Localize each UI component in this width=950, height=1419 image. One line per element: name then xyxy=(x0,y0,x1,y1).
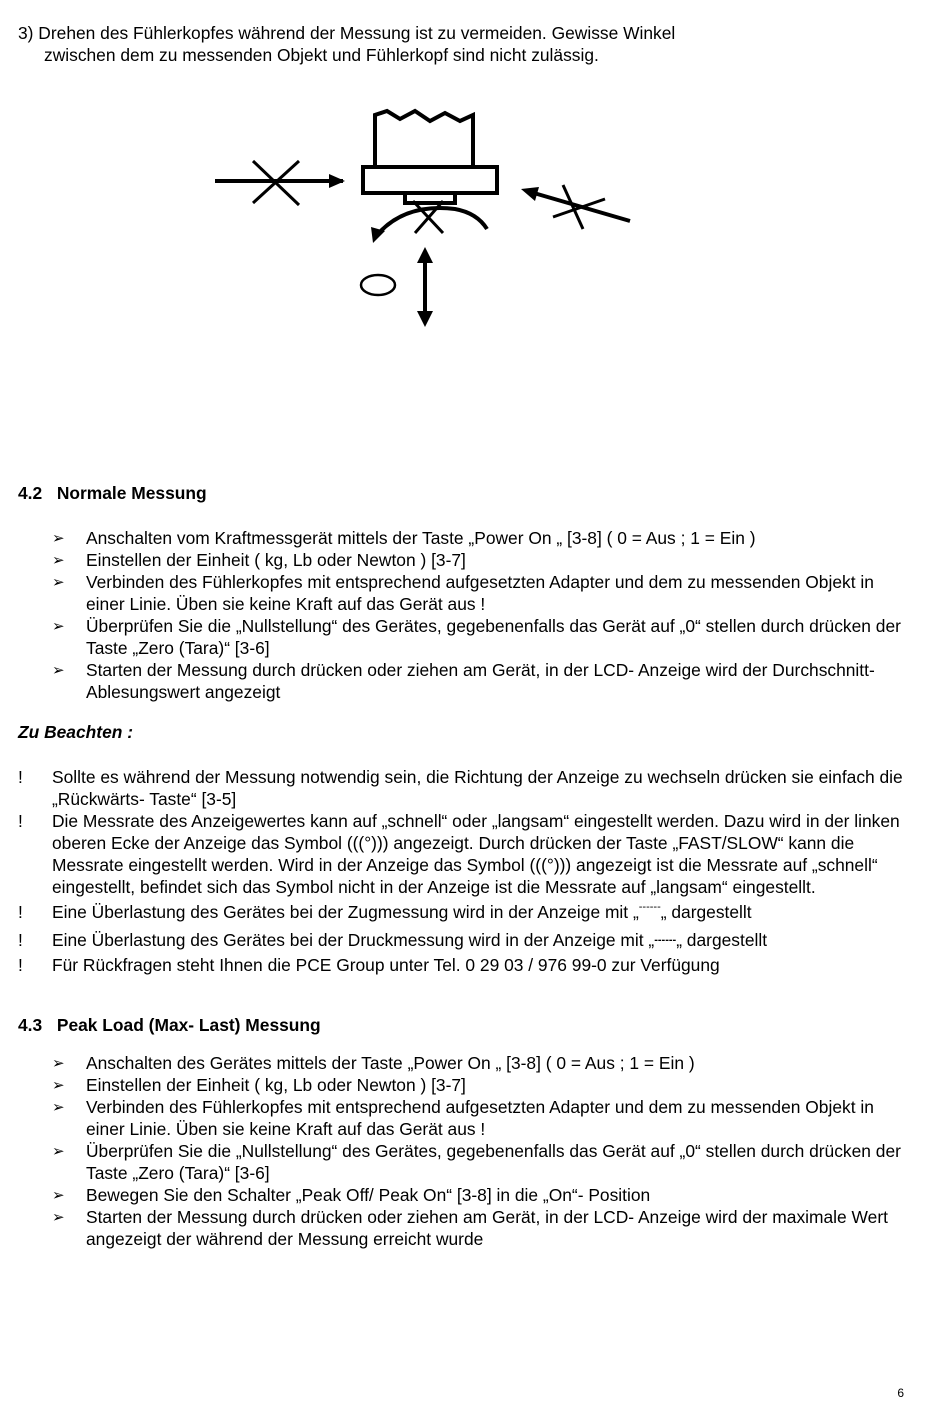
arrow-bullet-icon: ➢ xyxy=(52,1142,65,1160)
list-item: ➢ Starten der Messung durch drücken oder ziehen am Gerät, in der LCD- Anzeige wird der maximale Wert angezeigt der während der Messung erreicht wurde xyxy=(52,1207,888,1249)
overload-pull-symbol: ------ xyxy=(638,901,661,913)
list-item: ➢ Anschalten vom Kraftmessgerät mittels der Taste „Power On „ [3-8] ( 0 = Aus ; 1 = Ein ) xyxy=(52,528,756,548)
overload-push-symbol: ------ xyxy=(654,934,677,946)
list-item: ➢ Bewegen Sie den Schalter „Peak Off/ Peak On“ [3-8] in die „On“- Position xyxy=(52,1185,651,1205)
arrow-bullet-icon: ➢ xyxy=(52,617,65,635)
left-arrow-crossed-icon xyxy=(215,161,345,205)
note-item: ! Eine Überlastung des Gerätes bei der Zugmessung wird in der Anzeige mit „------„ dargestellt xyxy=(18,901,752,922)
section-number: 4.2 xyxy=(18,483,43,503)
note-item: ! Eine Überlastung des Gerätes bei der Druckmessung wird in der Anzeige mit „------„ dargestellt xyxy=(18,930,768,950)
list-item: ➢ Überprüfen Sie die „Nullstellung“ des Gerätes, gegebenenfalls das Gerät auf „0“ stellen durch drücken der Taste „Zero (Tara)“ [3-6] xyxy=(52,1141,901,1183)
arrow-bullet-icon: ➢ xyxy=(52,1208,65,1226)
arrow-bullet-icon: ➢ xyxy=(52,1186,65,1204)
section-4-2-steps xyxy=(52,527,912,703)
arrow-bullet-icon: ➢ xyxy=(52,1054,65,1072)
list-item: ➢ Verbinden des Fühlerkopfes mit entsprechend aufgesetzten Adapter und dem zu messenden Objekt in einer Linie. Üben sie keine Kraft auf das Gerät aus ! xyxy=(52,572,874,614)
section-4-2-heading xyxy=(18,483,207,504)
notes-list xyxy=(18,766,908,976)
arrow-bullet-icon: ➢ xyxy=(52,529,65,547)
section-4-3-heading xyxy=(18,1015,321,1036)
note-item: ! Die Messrate des Anzeigewertes kann auf „schnell“ oder „langsam“ eingestellt werden. Dazu wird in der linken oberen Ecke der Anzeige das Symbol (((°))) angezeigt. Durch drücken der Taste „FAST/SLOW“ kann die Messrate eingestellt werden. Wird in der Anzeige das Symbol (((°))) angezeigt ist die Messrate auf „schnell“ eingestellt, befindet sich das Symbol nicht in der Anzeige ist die Messrate auf „langsam“ eingestellt. xyxy=(18,811,900,897)
right-arrow-crossed-icon xyxy=(521,185,630,229)
exclamation-mark: ! xyxy=(18,811,23,831)
notes-title: Zu Beachten : xyxy=(18,722,133,742)
list-item: ➢ Verbinden des Fühlerkopfes mit entsprechend aufgesetzten Adapter und dem zu messenden Objekt in einer Linie. Üben sie keine Kraft auf das Gerät aus ! xyxy=(52,1097,874,1139)
probe-angle-diagram xyxy=(205,105,645,345)
list-item: ➢ Einstellen der Einheit ( kg, Lb oder Newton ) [3-7] xyxy=(52,550,466,570)
note-item: ! Sollte es während der Messung notwendig sein, die Richtung der Anzeige zu wechseln drücken sie einfach die „Rückwärts- Taste“ [3-5] xyxy=(18,767,903,809)
rotation-arrow-crossed-icon xyxy=(371,201,487,243)
exclamation-mark: ! xyxy=(18,955,23,975)
exclamation-mark: ! xyxy=(18,767,23,787)
probe-head-drawing xyxy=(363,111,497,203)
page-number: 6 xyxy=(897,1386,904,1400)
arrow-bullet-icon: ➢ xyxy=(52,1076,65,1094)
exclamation-mark: ! xyxy=(18,930,23,950)
exclamation-mark: ! xyxy=(18,902,23,922)
section-title: Peak Load (Max- Last) Messung xyxy=(56,1015,321,1035)
intro-line-1: 3) Drehen des Fühlerkopfes während der Messung ist zu vermeiden. Gewisse Winkel xyxy=(18,23,676,43)
list-item: ➢ Einstellen der Einheit ( kg, Lb oder Newton ) [3-7] xyxy=(52,1075,466,1095)
arrow-bullet-icon: ➢ xyxy=(52,573,65,591)
section-number: 4.3 xyxy=(18,1015,43,1035)
list-item: ➢ Anschalten des Gerätes mittels der Taste „Power On „ [3-8] ( 0 = Aus ; 1 = Ein ) xyxy=(52,1053,695,1073)
circle-symbol xyxy=(361,275,395,295)
arrow-bullet-icon: ➢ xyxy=(52,661,65,679)
section-title: Normale Messung xyxy=(56,483,207,503)
intro-paragraph xyxy=(18,22,898,66)
arrow-bullet-icon: ➢ xyxy=(52,1098,65,1116)
list-item: ➢ Starten der Messung durch drücken oder ziehen am Gerät, in der LCD- Anzeige wird der Durchschnitt- Ablesungswert angezeigt xyxy=(52,660,875,702)
note-item: ! Für Rückfragen steht Ihnen die PCE Group unter Tel. 0 29 03 / 976 99-0 zur Verfügung xyxy=(18,955,720,975)
intro-line-2: zwischen dem zu messenden Objekt und Fühlerkopf sind nicht zulässig. xyxy=(44,45,599,65)
section-4-3-steps xyxy=(52,1052,912,1250)
vertical-double-arrow-icon xyxy=(417,247,433,327)
list-item: ➢ Überprüfen Sie die „Nullstellung“ des Gerätes, gegebenenfalls das Gerät auf „0“ stellen durch drücken der Taste „Zero (Tara)“ [3-6] xyxy=(52,616,901,658)
arrow-bullet-icon: ➢ xyxy=(52,551,65,569)
